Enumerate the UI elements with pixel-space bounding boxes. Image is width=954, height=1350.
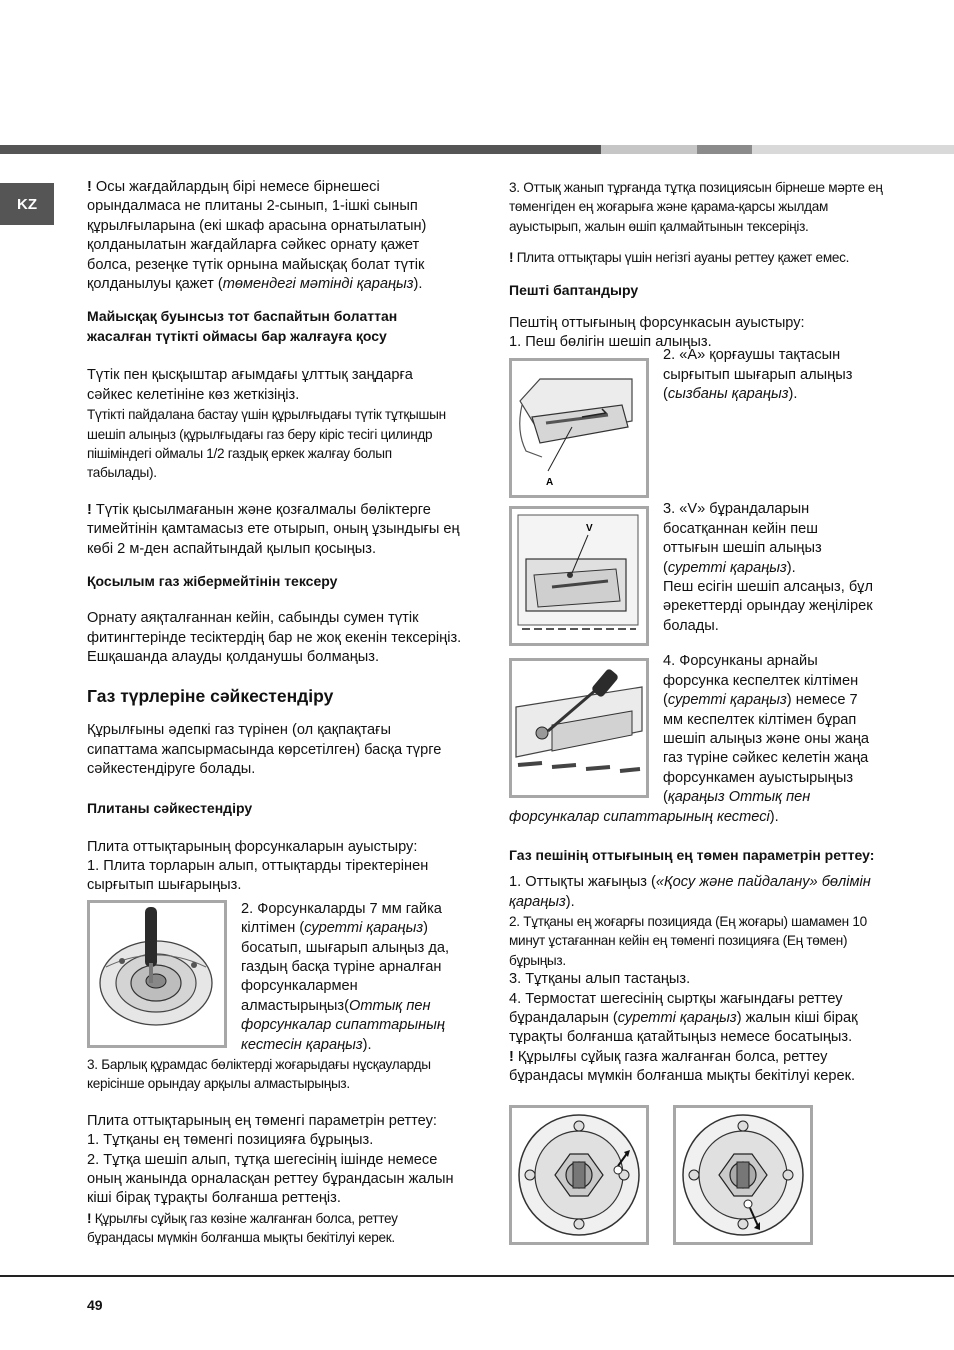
paragraph-hob-step-3: 3. Барлық құрамдас бөліктерді жоғарыдағы нұсқауларды керісінше орындау арқылы алмастырыңыз. xyxy=(87,1057,431,1092)
paragraph-oven-min-step-4: 4. Термостат шегесінің сыртқы жағындағы реттеу бұрандаларын (суретті қараңыз) жалын кіші бірақ тұрақты болғанша қатайтыңыз немесе босатыңыз. xyxy=(509,990,858,1046)
knob-adjustment-illustration-2 xyxy=(676,1108,810,1242)
header-bar-light xyxy=(601,145,697,154)
header-bar-mid xyxy=(697,145,752,154)
section-heading-leak-check: Қосылым газ жібермейтінін тексеру xyxy=(87,573,338,590)
section-heading-oven-min-setting: Газ пешінің оттығының ең төмен параметрін реттеу: xyxy=(509,847,875,864)
knob-adjustment-illustration-1 xyxy=(512,1108,646,1242)
paragraph-oven-min-step-1: 1. Оттықты жағыңыз («Қосу және пайдалану» бөлімін қараңыз). xyxy=(509,874,871,910)
paragraph-oven-step-3: 3. «V» бұрандаларын босатқаннан кейін пеш оттығын шешіп алыңыз (суретті қараңыз). xyxy=(663,501,822,576)
thermostat-screw-figure-2 xyxy=(673,1105,813,1245)
warning-mark: ! xyxy=(87,501,92,518)
page-title-gas-adaptation: Газ түрлеріне сәйкестендіру xyxy=(87,686,334,707)
thermostat-screw-figure-1 xyxy=(509,1105,649,1245)
page-number: 49 xyxy=(87,1297,103,1313)
paragraph-oven-step-1: 1. Пеш бөлігін шешіп алыңыз. xyxy=(509,334,712,351)
figure-label-a: A xyxy=(546,477,554,489)
section-heading-oven-adaptation: Пешті баптандыру xyxy=(509,281,639,298)
paragraph-oven-min-warning: ! Құрылғы сұйық газға жалғанған болса, реттеу бұрандасы мүмкін болғанша мықты бекітілуі керек. xyxy=(509,1048,856,1085)
oven-burner-screws-illustration xyxy=(512,509,646,643)
paragraph-air-regulation: ! Плита оттықтары үшін негізгі ауаны реттеу қажет емес. xyxy=(509,250,850,266)
paragraph-gas-adaptation: Құрылғыны әдепкі газ түрінен (ол қақпақтағы сипаттама жапсырмасында көрсетілген) басқа түрге сәйкестендіруге болады. xyxy=(87,722,442,778)
paragraph-leak-check: Орнату аяқталғаннан кейін, сабынды сумен түтік фитингтерінде тесіктердің бар не жоқ екенін тексеріңіз. Ешқашанда алауды қолданушы болмаңыз. xyxy=(87,610,462,665)
oven-plate-figure xyxy=(509,358,649,498)
left-column xyxy=(87,178,462,1248)
warning-mark: ! xyxy=(87,1210,92,1226)
paragraph-oven-step-4: 4. Форсунканы арнайы форсунка кеспелтек кілтімен (суретті қараңыз) немесе 7 мм кеспелтек кілтімен бұрап шешіп алыңыз және оны жаңа газ түріне сәйкес келетін жаңа форсункамен ауыстырыңыз (қараңыз Оттық пен xyxy=(663,653,870,806)
paragraph-oven-min-step-3: 3. Тұтқаны алып тастаңыз. xyxy=(509,971,691,988)
warning-mark: ! xyxy=(509,250,514,266)
paragraph-hose-holder: Түтікті пайдалана бастау үшін құрылғыдағы түтік тұтқышын шешіп алыңыз (құрылғыдағы газ беру кіріс тесігі цилиндр пішіміндегі оймалы 1/2 газдық еркек жалғау болып табылады). xyxy=(87,407,446,481)
burner-injector-figure xyxy=(87,900,227,1048)
warning-mark: ! xyxy=(87,179,92,195)
paragraph-oven-step-4-end: форсункалар сипаттарының кестесі). xyxy=(509,808,779,825)
paragraph-hob-min-step-1: 1. Тұтқаны ең төменгі позицияға бұрыңыз. xyxy=(87,1132,374,1149)
wrench-burner-illustration xyxy=(90,903,224,1045)
footer-rule xyxy=(0,1275,954,1277)
paragraph-hob-injectors-title: Плита оттықтарының форсункаларын ауыстыру: xyxy=(87,838,418,855)
header-bar-dark xyxy=(0,145,601,154)
warning-mark: ! xyxy=(509,1048,514,1065)
paragraph-oven-min-step-2: 2. Тұтқаны ең жоғарғы позицияда (Ең жоғары) шамамен 10 минут ұстағаннан кейін ең төменгі позицияға (Ең төмен) бұрыңыз. xyxy=(509,913,867,968)
section-heading-hob-adaptation: Плитаны сәйкестендіру xyxy=(87,799,253,816)
paragraph-hob-min-step-2: 2. Тұтқа шешіп алып, тұтқа шегесінің ішінде немесе оның жанында орналасқан реттеу бұрандасын жалын кіші бірақ тұрақты болғанша реттеңіз. xyxy=(87,1151,454,1207)
paragraph-hob-min-warning: ! Құрылғы сұйық газ көзіне жалғанған болса, реттеу бұрандасы мүмкін болғанша мықты бекітілуі керек. xyxy=(87,1210,398,1246)
oven-burner-figure xyxy=(509,506,649,646)
oven-injector-figure xyxy=(509,658,649,798)
figure-label-v: V xyxy=(586,523,593,535)
paragraph-hob-step-1: 1. Плита торларын алып, оттықтарды тіректерінен сырғытып шығарыңыз. xyxy=(87,857,429,894)
paragraph-oven-step-2: 2. «A» қорғаушы тақтасын сырғытып шығарып алыңыз (сызбаны қараңыз). xyxy=(663,347,853,403)
language-tab: KZ xyxy=(0,183,54,225)
paragraph-hob-step-2: 2. Форсункаларды 7 мм гайка кілтімен (суретті қараңыз) босатып, шығарып алыңыз да, газдың басқа түріне арналған форсункалармен алмастырыңыз(Оттық пен форсункалар сипаттарының кестесін қараңыз). xyxy=(241,900,450,1053)
paragraph-hob-min-title: Плита оттықтарының ең төменгі параметрін реттеу: xyxy=(87,1112,437,1129)
paragraph-hose-length: ! Түтік қысылмағанын және қозғалмалы бөліктерге тимейтінін қамтамасыз ете отырып, оның ұзындығы ең көбі 2 м-ден аспайтындай қылып қосыңыз. xyxy=(87,501,460,557)
paragraph-burner-check: 3. Оттық жанып тұрғанда тұтқа позициясын бірнеше мәрте ең төменгіден ең жоғарыға және қарама-қарсы жылдам ауыстырып, жалын өшіп қалмайтынын тексеріңіз. xyxy=(509,180,883,234)
paragraph-hose-clamps: Түтік пен қысқыштар ағымдағы ұлттық заңдарға сәйкес келетініне көз жеткізіңіз. xyxy=(87,367,413,403)
section-heading-steel-hose: Майысқақ буынсыз тот баспайтын болаттан жасалған түтікті оймасы бар жалғауға қосу xyxy=(87,308,398,345)
header-bar-light-right xyxy=(752,145,954,154)
paragraph-oven-injector-title: Пештің оттығының форсункасын ауыстыру: xyxy=(509,314,805,331)
paragraph-oven-door-tip: Пеш есігін шешіп алсаңыз, бұл әрекеттерді орындау жеңілірек болады. xyxy=(663,579,873,634)
right-column xyxy=(509,178,894,1245)
oven-injector-wrench-illustration xyxy=(512,661,646,795)
oven-protective-plate-illustration xyxy=(512,361,646,495)
paragraph-flexible-hose: ! Осы жағдайлардың бірі немесе бірнешесі орындалмаса не плитаны 2-сынып, 1-ішкі сынып құрылғыларына (екі шкаф арасына орнатылатын) қолданылатын жағдайларға сәйкес орнату қажет болса, резеңке түтік орнына майысқақ болат түтік қолданылуы қажет (төмендегі мәтінді қараңыз). xyxy=(87,179,427,293)
